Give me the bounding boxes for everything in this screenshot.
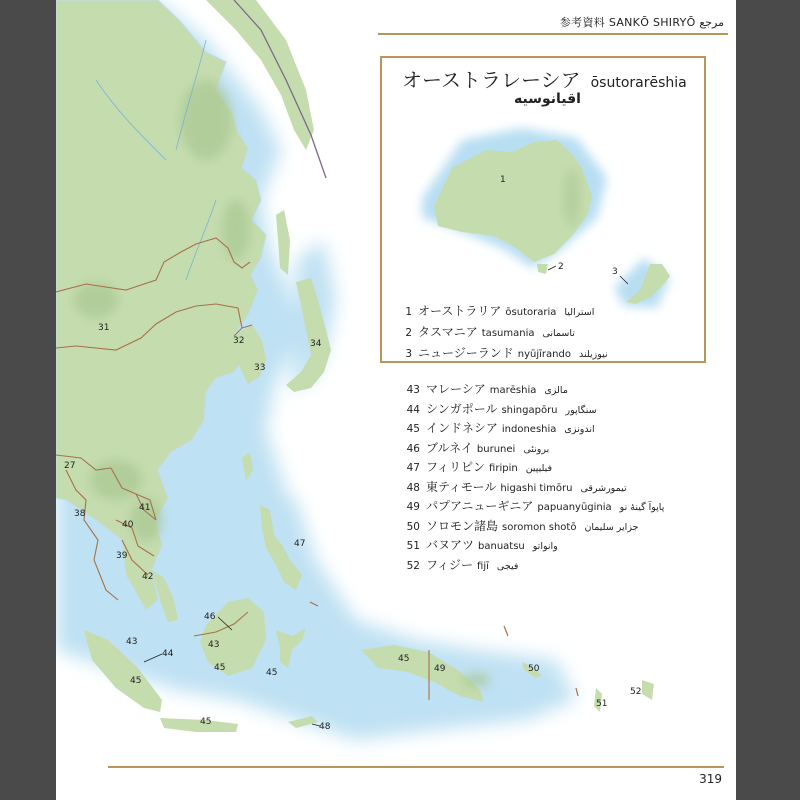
- item-japanese: フィジー: [426, 557, 474, 572]
- map-label-48: 48: [319, 722, 331, 732]
- list-item: [398, 322, 608, 343]
- map-label-38: 38: [74, 509, 86, 519]
- item-romaji: firipin: [489, 463, 518, 474]
- map-label-45-borneo: 45: [214, 663, 226, 673]
- item-arabic: پاپوآ گینهٔ نو: [619, 502, 665, 513]
- inset-tasmania: [537, 264, 548, 274]
- item-japanese: 東ティモール: [426, 479, 497, 494]
- list-item: [398, 343, 608, 364]
- item-number: 50: [406, 520, 420, 533]
- item-arabic: فیلیپین: [525, 463, 553, 474]
- item-romaji: marēshia: [489, 385, 537, 396]
- item-number: 3: [405, 348, 412, 360]
- item-romaji: fijī: [477, 560, 489, 572]
- inset-title-romaji: ōsutorarēshia: [590, 75, 687, 91]
- item-number: 48: [406, 481, 420, 494]
- map-label-27: 27: [64, 461, 76, 471]
- item-romaji: banuatsu: [478, 541, 525, 552]
- item-japanese: オーストラリア: [418, 304, 502, 318]
- map-label-41: 41: [139, 503, 151, 513]
- item-arabic: برونئی: [523, 443, 550, 455]
- map-label-42: 42: [142, 572, 154, 582]
- item-arabic: استرالیا: [564, 307, 595, 318]
- item-romaji: soromon shotō: [502, 521, 577, 533]
- map-label-43-malaya: 43: [126, 637, 138, 647]
- item-arabic: نیوزیلند: [578, 349, 608, 360]
- map-label-44: 44: [162, 649, 174, 659]
- footer-rule: [108, 766, 724, 768]
- list-item: [402, 536, 664, 556]
- list-item: [398, 301, 608, 322]
- map-label-49: 49: [434, 664, 446, 674]
- map-label-51: 51: [596, 699, 608, 709]
- inset-label-2: 2: [558, 262, 564, 272]
- item-arabic: اندونزی: [564, 424, 595, 435]
- list-item: [402, 439, 664, 459]
- map-label-40: 40: [122, 520, 134, 530]
- inset-leader-2: [548, 266, 556, 270]
- item-number: 45: [406, 423, 420, 435]
- map-label-34: 34: [310, 339, 322, 349]
- item-romaji: tasumania: [481, 328, 535, 339]
- atlas-page: [56, 0, 736, 800]
- inset-title: [402, 64, 687, 93]
- item-arabic: مالزی: [544, 385, 568, 396]
- map-label-47: 47: [294, 539, 306, 549]
- map-label-46: 46: [204, 612, 216, 622]
- item-japanese: ソロモン諸島: [426, 518, 499, 533]
- item-romaji: shingapōru: [501, 404, 558, 416]
- map-label-45-sumatra: 45: [130, 676, 142, 686]
- map-label-43-borneo: 43: [208, 640, 220, 650]
- australasia-inset: [380, 56, 706, 363]
- list-item: [402, 458, 664, 478]
- inset-label-3: 3: [612, 267, 618, 277]
- header-rule: [378, 33, 728, 35]
- item-number: 47: [406, 462, 420, 474]
- page-header: 参考資料 SANKŌ SHIRYŌ مرجع: [559, 16, 724, 29]
- item-arabic: وانواتو: [532, 541, 558, 552]
- item-japanese: パプアニューギニア: [426, 499, 534, 513]
- map-label-39: 39: [116, 551, 128, 561]
- item-japanese: シンガポール: [426, 401, 498, 416]
- item-japanese: ニュージーランド: [418, 346, 514, 360]
- item-arabic: تیمورشرقی: [580, 482, 627, 494]
- item-arabic: جزایر سلیمان: [584, 521, 639, 533]
- map-label-45-papua: 45: [398, 654, 410, 664]
- item-number: 43: [406, 384, 420, 396]
- item-number: 1: [405, 306, 412, 318]
- list-item: [402, 556, 664, 576]
- list-item: [402, 497, 664, 517]
- item-japanese: フィリピン: [426, 460, 486, 474]
- map-label-50: 50: [528, 664, 540, 674]
- item-number: 46: [406, 442, 420, 455]
- item-japanese: タスマニア: [418, 325, 478, 339]
- item-romaji: ōsutoraria: [505, 307, 557, 318]
- inset-title-japanese: オーストラレーシア: [402, 68, 581, 92]
- java: [160, 718, 238, 732]
- item-number: 2: [405, 327, 412, 339]
- map-label-33: 33: [254, 363, 266, 373]
- sakhalin: [276, 210, 290, 275]
- item-number: 51: [406, 540, 420, 552]
- map-label-31: 31: [98, 323, 110, 333]
- fiji: [642, 680, 654, 700]
- inset-relief: [564, 170, 580, 226]
- item-japanese: ブルネイ: [426, 440, 473, 455]
- item-romaji: indoneshia: [501, 424, 557, 435]
- country-key-list: [402, 380, 664, 575]
- item-number: 52: [406, 559, 420, 572]
- inset-country-list: [398, 301, 608, 364]
- item-japanese: インドネシア: [426, 421, 498, 435]
- item-arabic: سنگاپور: [565, 404, 597, 416]
- list-item: [402, 478, 664, 498]
- item-arabic: تاسمانی: [542, 328, 575, 339]
- map-label-52: 52: [630, 687, 642, 697]
- item-romaji: papuanyūginia: [537, 502, 612, 513]
- list-item: [402, 517, 664, 537]
- item-japanese: マレーシア: [426, 382, 486, 396]
- inset-label-1: 1: [500, 175, 506, 185]
- list-item: [402, 380, 664, 400]
- item-romaji: burunei: [476, 443, 516, 455]
- item-number: 49: [406, 501, 420, 513]
- list-item: [402, 419, 664, 439]
- item-romaji: nyūjīrando: [517, 349, 571, 360]
- item-romaji: higashi timōru: [500, 482, 573, 494]
- item-japanese: バヌアツ: [426, 538, 475, 552]
- inset-title-arabic: اقیانوسیه: [514, 91, 581, 107]
- map-label-45-sulawesi: 45: [266, 668, 278, 678]
- item-number: 44: [406, 403, 420, 416]
- map-label-32: 32: [233, 336, 245, 346]
- item-arabic: فیجی: [496, 560, 519, 572]
- list-item: [402, 400, 664, 420]
- page-number: 319: [699, 772, 722, 786]
- map-label-45-java: 45: [200, 717, 212, 727]
